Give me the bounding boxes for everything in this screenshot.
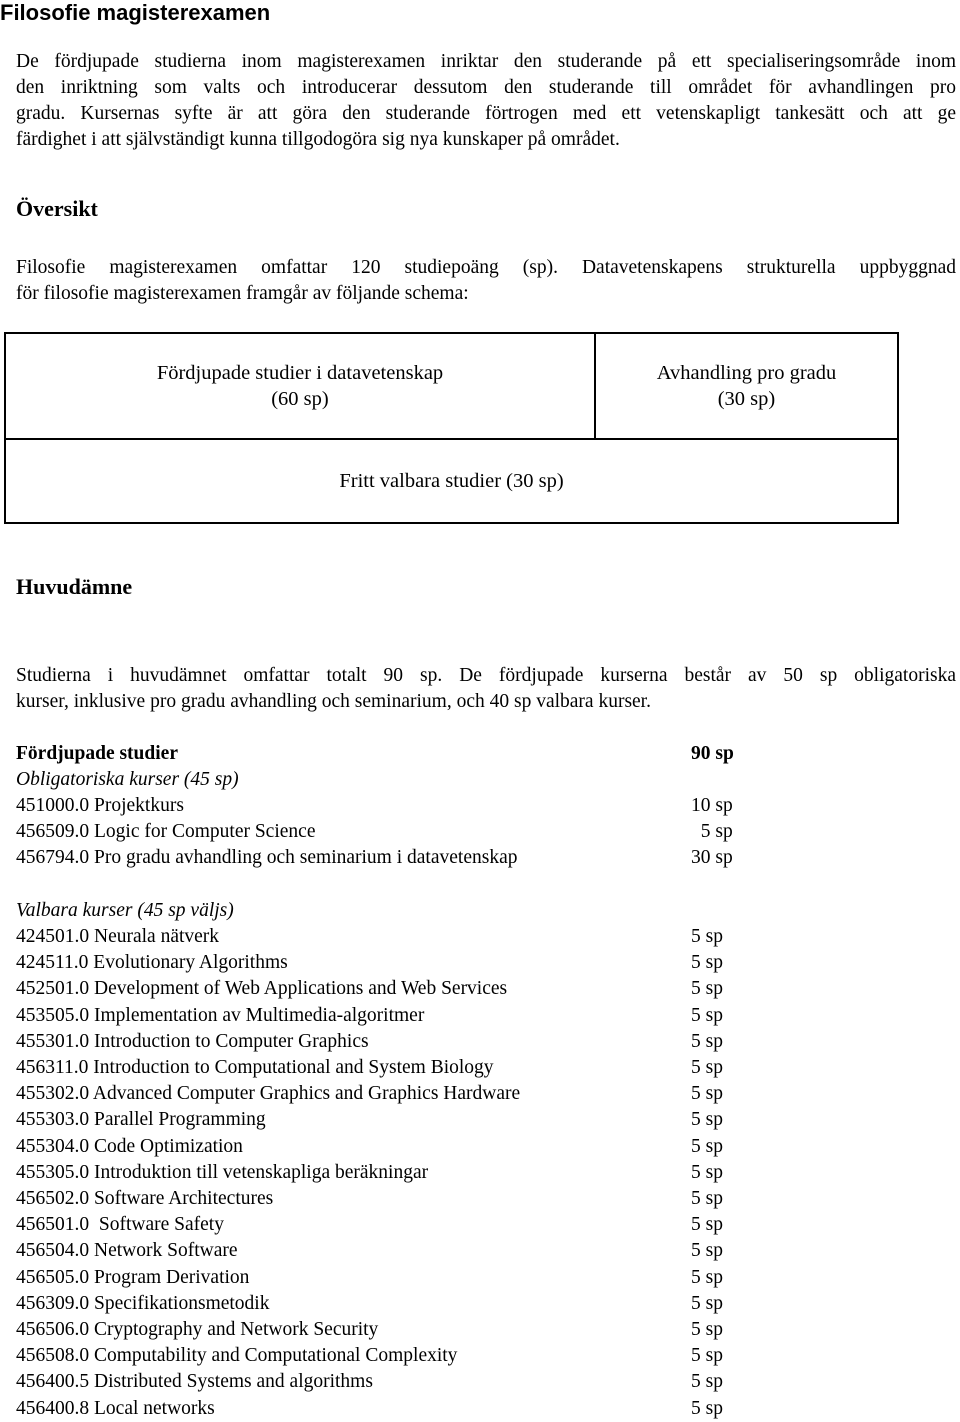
course-credits: 5 sp <box>691 1030 723 1052</box>
main-subject-line: kurser, inklusive pro gradu avhandling och seminarium, och 40 sp valbara kurser. <box>16 691 651 712</box>
course-code: 456502.0 <box>16 1188 90 1209</box>
course-row <box>16 1029 369 1055</box>
course-code: 455304.0 <box>16 1135 90 1157</box>
overview-heading: Översikt <box>16 196 98 221</box>
course-row <box>16 819 315 845</box>
course-name: Software Safety <box>89 1214 224 1236</box>
course-credits: 5 sp <box>691 1004 723 1026</box>
course-credits: 5 sp <box>691 821 733 842</box>
schema-advanced-credits: (60 sp) <box>271 388 329 410</box>
course-name: Computability and Computational Complexity <box>89 1345 458 1367</box>
course-name: Distributed Systems and algorithms <box>89 1371 373 1393</box>
course-name: Specifikationsmetodik <box>89 1292 270 1314</box>
course-credits: 5 sp <box>691 1161 723 1183</box>
schema-thesis <box>594 332 899 440</box>
course-row <box>16 1265 249 1291</box>
main-subject-line: Studierna i huvudämnet omfattar totalt 90 sp. De fördjupade kurserna består av 50 sp obligatoriska <box>16 665 956 686</box>
course-credits: 5 sp <box>691 926 723 947</box>
schema-thesis-label: Avhandling pro gradu <box>656 362 837 384</box>
course-name: Introduction to Computational and System Biology <box>88 1057 494 1078</box>
main-subject-paragraph <box>16 663 956 715</box>
course-code: 456501.0 <box>16 1214 90 1236</box>
course-name: Introduction to Computer Graphics <box>89 1030 369 1052</box>
course-name: Software Architectures <box>89 1188 274 1209</box>
course-name: Logic for Computer Science <box>89 821 316 842</box>
intro-line: De fördjupade studierna inom magisterexamen inriktar den studerande på ett specialiseringsområde inom <box>16 51 956 72</box>
schema-advanced-label: Fördjupade studier i datavetenskap <box>156 362 444 384</box>
course-row <box>16 1238 238 1264</box>
course-code: 453505.0 <box>16 1004 90 1026</box>
course-credits: 5 sp <box>691 1135 723 1157</box>
course-code: 455305.0 <box>16 1161 90 1183</box>
course-name: Cryptography and Network Security <box>89 1319 379 1340</box>
course-row <box>16 845 517 871</box>
course-name: Code Optimization <box>89 1135 243 1157</box>
overview-line: för filosofie magisterexamen framgår av följande schema: <box>16 283 469 304</box>
course-code: 451000.0 <box>16 795 90 816</box>
mandatory-courses-heading: Obligatoriska kurser (45 sp) <box>16 769 239 790</box>
course-credits: 5 sp <box>691 1397 723 1419</box>
course-row <box>16 1003 424 1029</box>
schema-free-electives <box>4 438 899 524</box>
course-credits: 5 sp <box>691 1057 723 1078</box>
advanced-studies-total: 90 sp <box>691 743 734 764</box>
course-row <box>16 1291 269 1317</box>
course-name: Program Derivation <box>89 1266 250 1288</box>
intro-line: gradu. Kursernas syfte är att göra den studerande förtrogen med ett vetenskapligt tankesätt och att ge <box>16 103 956 124</box>
course-name: Evolutionary Algorithms <box>88 952 288 974</box>
course-code: 424501.0 <box>16 926 90 947</box>
course-code: 456311.0 <box>16 1057 89 1078</box>
course-credits: 5 sp <box>691 952 723 974</box>
elective-courses-heading: Valbara kurser (45 sp väljs) <box>16 900 234 921</box>
course-code: 455302.0 <box>16 1083 90 1105</box>
course-credits: 5 sp <box>691 1371 723 1393</box>
course-name: Parallel Programming <box>89 1109 266 1131</box>
course-row <box>16 1107 266 1133</box>
schema-free-electives-label: Fritt valbara studier (30 sp) <box>339 470 564 492</box>
schema-thesis-credits: (30 sp) <box>717 388 776 410</box>
advanced-studies-heading: Fördjupade studier <box>16 743 178 764</box>
course-name: Projektkurs <box>89 795 184 816</box>
course-row <box>16 976 507 1002</box>
course-credits: 5 sp <box>691 1083 723 1105</box>
course-credits: 10 sp <box>691 795 733 816</box>
intro-line: den inriktning som valts och introducerar dessutom den studerande till området för avhandlingen pro <box>16 77 956 98</box>
intro-paragraph <box>16 49 956 153</box>
course-code: 456509.0 <box>16 821 90 842</box>
course-row <box>16 1186 273 1212</box>
course-row <box>16 1134 243 1160</box>
course-name: Network Software <box>89 1240 238 1262</box>
course-name: Development of Web Applications and Web Services <box>89 978 508 1000</box>
course-credits: 5 sp <box>691 1266 723 1288</box>
course-code: 455301.0 <box>16 1030 90 1052</box>
course-credits: 5 sp <box>691 1345 723 1367</box>
course-row <box>16 1212 224 1238</box>
course-row <box>16 924 219 950</box>
main-subject-heading: Huvudämne <box>16 574 133 599</box>
course-credits: 30 sp <box>691 847 733 868</box>
intro-line: färdighet i att självständigt kunna tillgodogöra sig nya kunskaper på området. <box>16 129 620 150</box>
overview-line: Filosofie magisterexamen omfattar 120 studiepoäng (sp). Datavetenskapens strukturella uppbyggnad <box>16 257 956 278</box>
course-code: 456505.0 <box>16 1266 90 1288</box>
course-row <box>16 1081 520 1107</box>
course-code: 456400.8 <box>16 1397 90 1419</box>
course-credits: 5 sp <box>691 1240 723 1262</box>
course-credits: 5 sp <box>691 1292 723 1314</box>
course-row <box>16 1369 373 1395</box>
course-row <box>16 1055 494 1081</box>
course-credits: 5 sp <box>691 978 723 1000</box>
course-name: Introduktion till vetenskapliga beräkningar <box>89 1161 429 1183</box>
course-code: 456504.0 <box>16 1240 90 1262</box>
course-name: Implementation av Multimedia-algoritmer <box>89 1004 425 1026</box>
course-row <box>16 1396 215 1422</box>
course-row <box>16 793 184 819</box>
course-credits: 5 sp <box>691 1214 723 1236</box>
course-code: 455303.0 <box>16 1109 90 1131</box>
course-name: Pro gradu avhandling och seminarium i datavetenskap <box>89 847 518 868</box>
course-row <box>16 1317 378 1343</box>
overview-paragraph <box>16 255 956 307</box>
course-code: 456400.5 <box>16 1371 90 1393</box>
course-name: Local networks <box>89 1397 215 1419</box>
schema-advanced-studies <box>4 332 596 440</box>
page-title: Filosofie magisterexamen <box>0 0 271 25</box>
course-credits: 5 sp <box>691 1188 723 1209</box>
course-row <box>16 1343 457 1369</box>
course-name: Advanced Computer Graphics and Graphics Hardware <box>89 1083 521 1105</box>
course-credits: 5 sp <box>691 1109 723 1131</box>
course-name: Neurala nätverk <box>89 926 220 947</box>
course-code: 456794.0 <box>16 847 90 868</box>
course-code: 452501.0 <box>16 978 90 1000</box>
course-row <box>16 1160 428 1186</box>
course-row <box>16 950 288 976</box>
course-code: 456309.0 <box>16 1292 90 1314</box>
course-code: 424511.0 <box>16 952 89 974</box>
course-credits: 5 sp <box>691 1319 723 1340</box>
course-code: 456506.0 <box>16 1319 90 1340</box>
course-code: 456508.0 <box>16 1345 90 1367</box>
